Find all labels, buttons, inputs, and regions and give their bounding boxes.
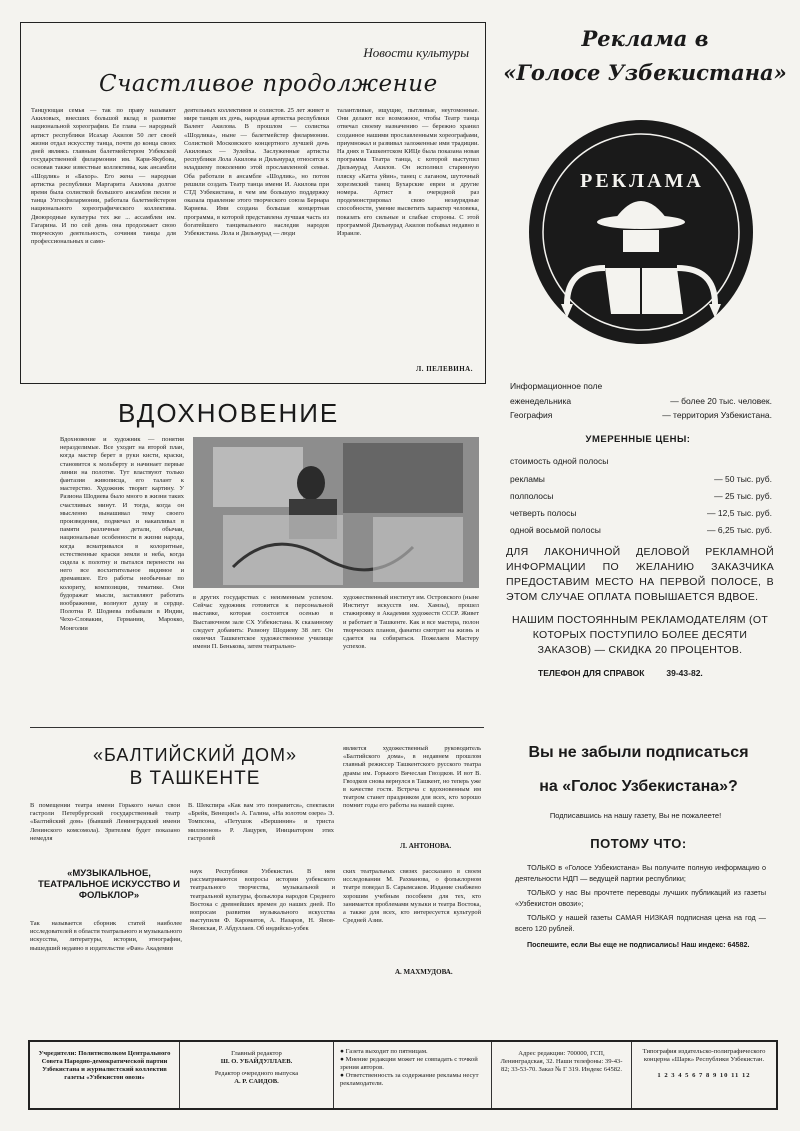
footer-duty-label: Редактор очередного выпуска: [214, 1070, 299, 1077]
ad-emblem: [527, 118, 755, 346]
ad-offer: ДЛЯ ЛАКОНИЧНОЙ ДЕЛОВОЙ РЕКЛАМНОЙ ИНФОРМАЦИИ ПО ЖЕЛАНИЮ ЗАКАЗЧИКА ПРЕДОСТАВИМ МЕСТО НА ПЕРВОЙ ПОЛОСЕ, В ЭТОМ СЛУЧАЕ ОПЛАТА ПОВЫШАЕТСЯ ВДВОЕ.: [506, 546, 774, 603]
ad-price-1-value: — 50 тыс. руб.: [714, 474, 772, 484]
ad-price-2-label: полполосы: [510, 491, 554, 501]
music-column-1: Так называется сборник статей наиболее исследователей в области театрального и музыкального искусства, литературы, истории, этнографии, вышедший недавно в издательстве «Фан» Академии: [30, 920, 182, 952]
footer-editor: Ш. О. УБАЙДУЛЛАЕВ.: [220, 1058, 293, 1065]
footer-note-3-text: Ответственность за содержание рекламы несут рекламодатели.: [340, 1072, 479, 1087]
ad-phone-label: ТЕЛЕФОН ДЛЯ СПРАВОК: [538, 668, 645, 678]
ad-emblem-icon: [527, 118, 755, 346]
subscribe-point-1: ТОЛЬКО в «Голосе Узбекистана» Вы получите полную информацию о деятельности НДП — ведущей партии республики;: [515, 863, 766, 883]
ad-price-2: [510, 489, 772, 503]
inspiration-right-text: художественный институт им. Островского (ныне Институт искусств им. Хамзы), прошел стажировку в Академии художеств СССР. Живет и работает в Ташкенте. Как и все мастера, полон творческих планов, фанатиз смотрит на жизнь и сдается на собираться. Пожелаем Мастеру успехов.: [343, 594, 479, 651]
footer-address: Адрес редакции: 700000, ГСП, Ленинградская, 32. Наши телефоны: 39-43-82; 33-53-70. Заказ № Г 319. Индекс 64582.: [492, 1042, 632, 1108]
article-column-1: Танцующая семья — так по праву называют Акиловых, внесших большой вклад в развитие национальной хореографии. Ее глава — народный артист республики Исахар Акилов 50 лет своей жизни отдал искусству танца, почти до конца своих дней являясь главным балетмейстером Узбекской государственной филармонии им. Кари-Якубова, основав также известные коллективы, как ансамбли «Шодлик» и «Бахор». Его жена — народная артистка республики Маргарита Акилова долгое время была солисткой большого ансамбля песни и танца Узгосфилармонии, работала балетмейстером национального хореографического коллектива. Двоюродные культуры тех же ... ассамблеи им. Гагарина. И по сей день она продолжает свою творческую деятельность, сочиняя танцы для профессиональных и само-: [31, 107, 176, 246]
footer-printer: Типография издательско-полиграфического концерна «Шарк» Республики Узбекистан.: [642, 1048, 766, 1063]
artist-photo: [193, 437, 479, 588]
section-divider: [30, 727, 484, 728]
footer-note-1: ● Газета выходит по пятницам.: [340, 1048, 428, 1055]
baltic-title-line-2: В ТАШКЕНТЕ: [129, 768, 261, 789]
music-title: «МУЗЫКАЛЬНОЕ, ТЕАТРАЛЬНОЕ ИСКУССТВО И ФОЛЬКЛОР»: [38, 868, 180, 901]
ad-info-box: [498, 378, 778, 706]
subscribe-intro: Подписавшись на нашу газету, Вы не пожалеете!: [549, 811, 722, 820]
ad-row-1-label: еженедельника: [510, 396, 572, 406]
footer-note-3: ● Ответственность за содержание рекламы несут рекламодатели.: [340, 1072, 479, 1087]
ad-header-line-1: Реклама в: [581, 26, 709, 51]
ad-prices-intro: стоимость одной полосы: [510, 456, 609, 466]
ad-row-1-value: — более 20 тыс. человек.: [670, 396, 772, 406]
article-signature: Л. ПЕЛЕВИНА.: [416, 365, 473, 373]
baltic-column-3: является художественный руководитель «Балтийского дома», в недавнем прошлом главный режиссер Ташкентского русского театра драмы им. Горького Вячеслав Гвоздков. И вот В. Гвоздков снова вернулся в Ташкент, но теперь уже в качестве гостя. Встреча с вдохновенным им театром станет праздником для всех, кто хорошо помнит годы его работы на нашей сцене.: [343, 745, 481, 810]
ad-price-4: [510, 523, 772, 537]
baltic-title-line-1: «БАЛТИЙСКИЙ ДОМ»: [92, 745, 298, 765]
subscribe-title-2: на «Голос Узбекистана»?: [539, 778, 738, 795]
ad-price-1: [510, 472, 772, 486]
footer-editor-label: Главный редактор: [231, 1050, 282, 1057]
music-column-2: наук Республики Узбекистан. В нем рассматриваются вопросы истории узбекского театрального творчества, музыкальной и театральной культуры, фольклора народов Среднего Востока с древнейших времен до наших дней. По вопросам развития музыкального искусства выступили Ф. Кароматов, А. Назаров, Н. Янов-Яновская, Р. Абдуллаев. Об индийско-узбек: [190, 868, 335, 933]
subscribe-closing: Поспешите, если Вы еще не подписались! Наш индекс: 64582.: [527, 940, 750, 949]
ad-price-4-label: одной восьмой полосы: [510, 525, 601, 535]
inspiration-left-text: Вдохновение и художник — понятия неразделимые. Все уходит на второй план, когда мастер берет в руки кисти, краски, становится к мольберту и начинает первые линии на полотне. Тут властвуют только фантазия живописца, его талант к мастерство. Художник творит картину. У Разиона Шодиева было много в жизни таких счастливых минут. И тогда, когда он мысленно вынашивал тему своего произведения, подмечал и накапливал в памяти различные детали, обычаи, национальные особенности в жизни народа, когда всматривался в колоритные, естественные краски земли и неба, когда сидела к полотну и пытался перенести на него все восхитительное видимое и дремавшее. Его работы необычные по колориту, композиции, тематике. Они будоражат мысли, заставляют работать воображение, волнуют душу и сердце. Полотна Р. Шодиева побывали в Индии, Чехо-Словакии, Германии, Марокко, Монголии: [60, 436, 184, 632]
footer-founders: Учредители: Политисполком Центрального Совета Народно-демократической партии Узбекистана и журналистский коллектив газеты «Узбекистон овози»: [30, 1042, 180, 1108]
footer-notes: [334, 1042, 492, 1108]
baltic-column-2: В. Шекспира «Как вам это понравится», спектакли «Брейк, Венеция!» А. Галина, «На золотом озере» Э. Томпсона, «Петушок «Вершинин» и триста миллионов» Р. Лацурев, Инициатором этих гастролей: [188, 802, 334, 842]
subscribe-title-1: Вы не забыли подписаться: [528, 744, 749, 761]
footer: [28, 1040, 778, 1110]
ad-phone-row: [538, 668, 778, 678]
baltic-signature: Л. АНТОНОВА.: [400, 842, 452, 850]
ad-emblem-text: РЕКЛАМА: [580, 170, 704, 192]
ad-row-2-label: География: [510, 410, 553, 420]
ad-phone: 39-43-82.: [666, 668, 703, 678]
ad-discount: НАШИМ ПОСТОЯННЫМ РЕКЛАМОДАТЕЛЯМ (ОТ КОТОРЫХ ПОСТУПИЛО БОЛЕЕ ДЕСЯТИ ЗАКАЗОВ) — СКИДКА 20 ПРОЦЕНТОВ.: [511, 614, 769, 656]
footer-numbers: 1 2 3 4 5 6 7 8 9 10 11 12: [657, 1072, 751, 1079]
footer-duty: А. Р. САИДОВ.: [234, 1078, 279, 1085]
article-column-2: деятельных коллективов и солистов. 25 лет живет в мире танцев их дочь, народная артистка республики Валент Акилова. В прошлом — солистка «Шодлика», ныне — балетмейстер филармонии. Солисткой Московского концертного лучшей дочь Акиловых — Зулейха. Заслуженные артисты республики Лола Акилова и Дильмурад относятся к младшему поколению этой прославленной семьи. Оба работали в ансамбле «Шодлик», но потом решили создать Театр танца имени И. Акилова при СТД Узбекистана, в чем им большую поддержку оказала правление этого творческого союза Бернара Кариева. Ими создана большая концертная программа, в которой представлена лучшая часть из богатейшего танцевального наследия народов Узбекистана. Лола и Дильмурад — люди: [184, 107, 329, 238]
ad-row-2-value: — территория Узбекистана.: [662, 410, 772, 420]
inspiration-title: ВДОХНОВЕНИЕ: [118, 398, 340, 428]
ad-header-line-2: «Голосе Узбекистана»: [503, 60, 787, 85]
article-column-3: талантливые, ищущие, пытливые, неугомонные. Они делают все возможное, чтобы Театр танца отвечал своему назначению — бережно хранил созданное нашими прославленными хореографами, приумножал и развивал заложенные ими традиции. На днях в Ташкентском КИЦе была показана новая программа Театра танца, с которой выступил Дильмурад Акилов. Он исполнил старинную пляску «Катта уйин», танец с лаганом, шуточный хорезмский танец Бухарские евреи и другие номера. Артист в очередной раз продемонстрировал свою незаурядные способности, умение высветить характер человека, показать его сильные и слабые стороны. С этой программой Дильмурад Акилов побывал недавно в Израиле.: [337, 107, 479, 238]
ad-price-3-value: — 12,5 тыс. руб.: [707, 508, 772, 518]
ad-price-4-value: — 6,25 тыс. руб.: [707, 525, 772, 535]
subscribe-point-3: ТОЛЬКО у нашей газеты САМАЯ НИЗКАЯ подписная цена на год — всего 120 рублей.: [515, 913, 766, 933]
footer-editors: [180, 1042, 334, 1108]
music-signature: А. МАХМУДОВА.: [395, 968, 453, 976]
subscribe-box: [497, 725, 780, 1025]
subscribe-point-2: ТОЛЬКО у нас Вы прочтете переводы лучших публикаций из газеты «Узбекистон овози»;: [515, 888, 766, 908]
ad-field-label: Информационное поле: [510, 381, 603, 391]
ad-price-2-value: — 25 тыс. руб.: [714, 491, 772, 501]
footer-printer-block: [632, 1042, 776, 1108]
section-kicker: Новости культуры: [363, 45, 469, 60]
ad-price-1-label: рекламы: [510, 474, 545, 484]
footer-note-2-text: Мнение редакции может не совпадать с точкой зрения авторов.: [340, 1056, 478, 1071]
ad-price-3-label: четверть полосы: [510, 508, 577, 518]
ad-prices-title: УМЕРЕННЫЕ ЦЕНЫ:: [585, 434, 691, 445]
artist-photo-illustration: [193, 437, 479, 588]
ad-price-3: [510, 506, 772, 520]
baltic-column-1: В помещении театра имени Горького начал свои гастроли Петербургский государственный театр «Балтийский дом» (бывший Ленинградский имени Ленинского комсомола). Зрителям будет показано немедля: [30, 802, 180, 842]
ad-row-1: [510, 394, 772, 408]
inspiration-mid-text: в других государствах с неизменным успехом. Сейчас художник готовится к персональной выставке, которая состоится осенью в Выставочном зале СХ Узбекистана. К сказанному следует добавить: Разиону Шодиеву 38 лет. Он окончил Ташкентское художественное училище имени П. Бенькова, затем театрально-: [193, 594, 333, 651]
ad-row-2: [510, 408, 772, 422]
subscribe-because: ПОТОМУ ЧТО:: [590, 836, 687, 851]
article-counselling-box: [20, 22, 486, 384]
footer-note-2: ● Мнение редакции может не совпадать с точкой зрения авторов.: [340, 1056, 478, 1071]
footer-note-1-text: Газета выходит по пятницам.: [345, 1048, 428, 1055]
music-column-3: ских театральных связях рассказано в своем исследовании М. Рахманова, о фольклорном театре поведал Б. Сарымсаков. Издание снабжено хорошим учебным пособием для тех, кто занимается проблемами музыки и театра Востока, а также для всех, кто интересуется культурой Средней Азии.: [343, 868, 481, 925]
article-title: Счастливое продолжение: [99, 71, 438, 97]
